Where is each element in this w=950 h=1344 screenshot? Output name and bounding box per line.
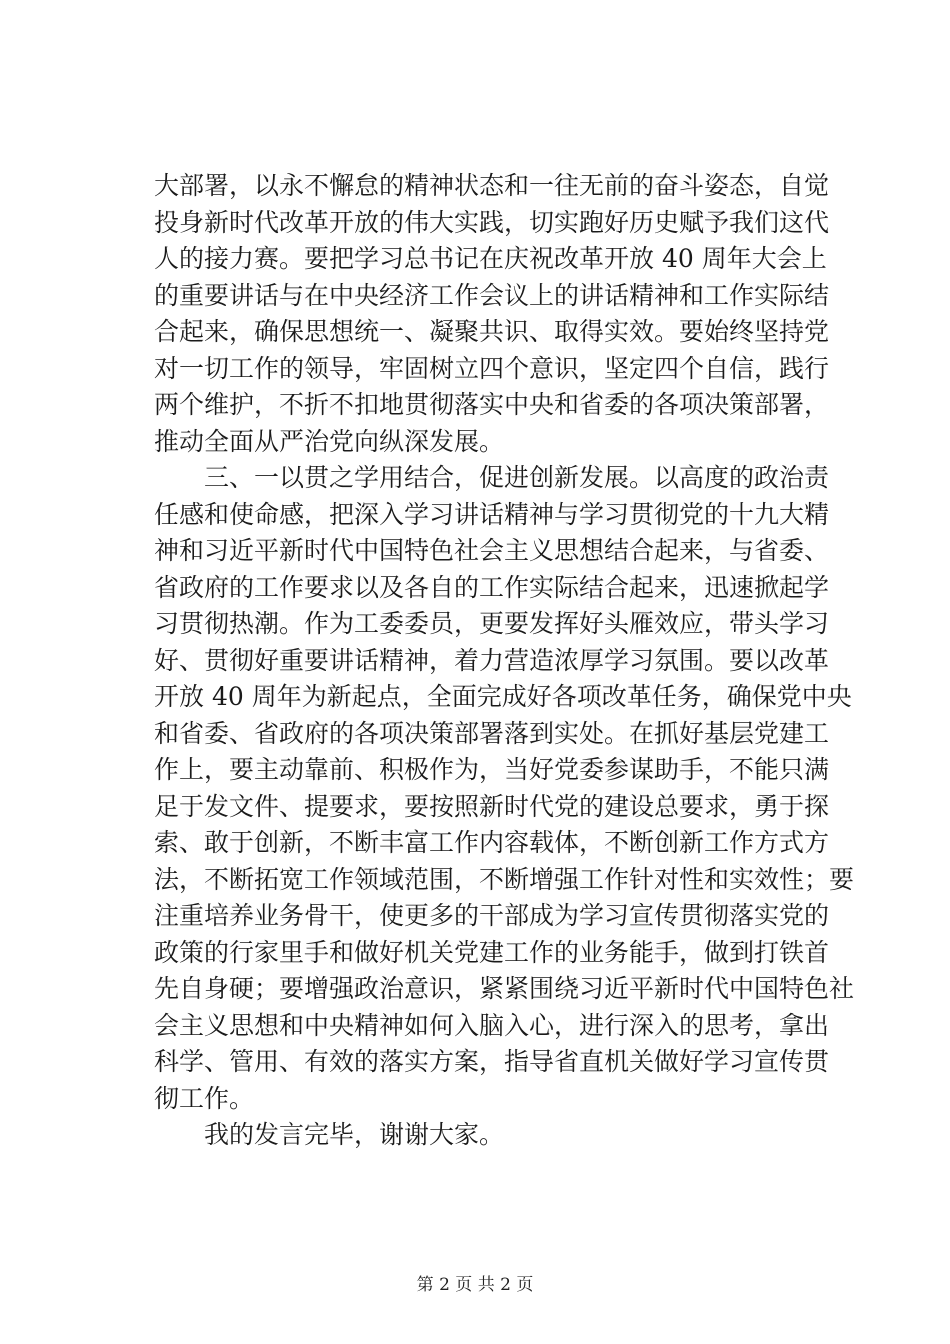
document-body bbox=[154, 168, 855, 1154]
text-line: 科学、管用、有效的落实方案，指导省直机关做好学习宣传贯 bbox=[154, 1047, 830, 1076]
text-line: 合起来，确保思想统一、凝聚共识、取得实效。要始终坚持党 bbox=[154, 317, 830, 346]
text-line: 人的接力赛。要把学习总书记在庆祝改革开放 40 周年大会上 bbox=[154, 244, 827, 273]
text-line: 三、一以贯之学用结合，促进创新发展。以高度的政治责 bbox=[154, 463, 830, 492]
text-line: 注重培养业务骨干，使更多的干部成为学习宣传贯彻落实党的 bbox=[154, 901, 830, 930]
text-line: 推动全面从严治党向纵深发展。 bbox=[154, 426, 505, 456]
text-line: 大部署，以永不懈怠的精神状态和一往无前的奋斗姿态，自觉 bbox=[154, 171, 830, 200]
text-line: 作上，要主动靠前、积极作为，当好党委参谋助手，不能只满 bbox=[154, 755, 830, 784]
text-line: 省政府的工作要求以及各自的工作实际结合起来，迅速掀起学 bbox=[154, 572, 830, 602]
text-line: 足于发文件、提要求，要按照新时代党的建设总要求，勇于探 bbox=[154, 791, 830, 821]
text-line: 的重要讲话与在中央经济工作会议上的讲话精神和工作实际结 bbox=[154, 280, 830, 310]
text-line: 对一切工作的领导，牢固树立四个意识，坚定四个自信，践行 bbox=[154, 353, 830, 383]
text-line: 政策的行家里手和做好机关党建工作的业务能手，做到打铁首 bbox=[154, 937, 830, 967]
text-line: 彻工作。 bbox=[154, 1083, 255, 1113]
text-line: 和省委、省政府的各项决策部署落到实处。在抓好基层党建工 bbox=[154, 718, 830, 748]
text-line: 好、贯彻好重要讲话精神，着力营造浓厚学习氛围。要以改革 bbox=[154, 645, 830, 675]
text-line: 两个维护，不折不扣地贯彻落实中央和省委的各项决策部署， bbox=[154, 390, 830, 419]
text-line: 开放 40 周年为新起点，全面完成好各项改革任务，确保党中央 bbox=[154, 682, 852, 711]
text-line: 会主义思想和中央精神如何入脑入心，进行深入的思考，拿出 bbox=[154, 1010, 830, 1040]
text-line: 神和习近平新时代中国特色社会主义思想结合起来，与省委、 bbox=[154, 536, 830, 565]
text-line: 先自身硬；要增强政治意识，紧紧围绕习近平新时代中国特色社 bbox=[154, 974, 855, 1003]
text-line: 我的发言完毕，谢谢大家。 bbox=[154, 1120, 505, 1149]
text-line: 投身新时代改革开放的伟大实践，切实跑好历史赋予我们这代 bbox=[154, 207, 830, 237]
text-line: 索、敢于创新，不断丰富工作内容载体，不断创新工作方式方 bbox=[154, 828, 830, 857]
text-line: 任感和使命感，把深入学习讲话精神与学习贯彻党的十九大精 bbox=[154, 499, 830, 529]
text-line: 法，不断拓宽工作领域范围，不断增强工作针对性和实效性；要 bbox=[154, 864, 855, 894]
page-footer: 第 2 页 共 2 页 bbox=[416, 1275, 534, 1295]
text-line: 习贯彻热潮。作为工委委员，更要发挥好头雁效应，带头学习 bbox=[154, 609, 830, 638]
